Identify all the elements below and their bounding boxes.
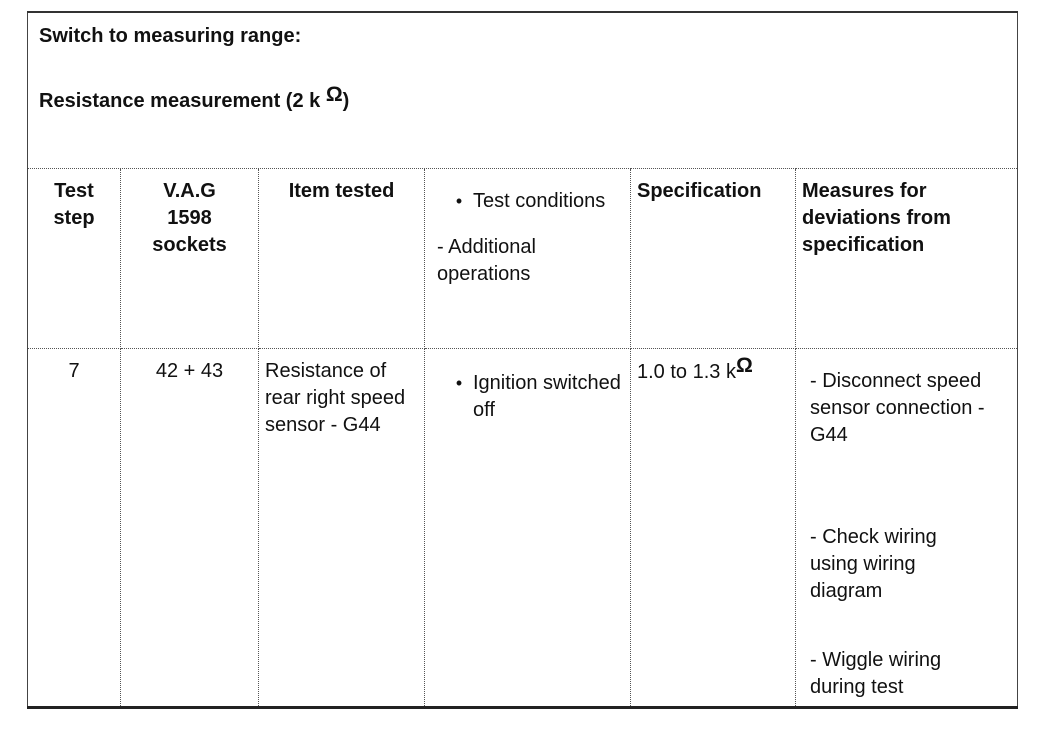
cell-item-tested — [259, 349, 425, 708]
header-switch-range: Switch to measuring range: — [39, 25, 302, 47]
header-resistance-prefix: Resistance measurement (2 k — [39, 90, 326, 112]
cell-condition — [425, 349, 631, 708]
measure-disconnect-sensor: - Disconnect speed sensor connection - G44 — [810, 370, 985, 446]
col-header-item-tested — [259, 169, 425, 349]
col-header-test-conditions — [425, 169, 631, 349]
measure-check-wiring: - Check wiring using wiring diagram — [810, 526, 937, 602]
measuring-range-header — [28, 12, 1018, 169]
ohm-symbol: Ω — [735, 354, 753, 377]
cell-spec-text: 1.0 to 1.3 k — [637, 361, 736, 383]
col-header-test-step — [28, 169, 121, 349]
col-header-vag-sockets-label: V.A.G 1598 sockets — [152, 180, 227, 256]
table-row — [28, 349, 1018, 708]
bullet-icon: • — [455, 191, 463, 211]
ohm-symbol: Ω — [325, 83, 343, 106]
cell-specification — [631, 349, 796, 708]
col-header-specification-label: Specification — [637, 180, 762, 202]
header-resistance-measurement — [39, 83, 1017, 115]
test-table — [27, 11, 1018, 709]
cell-condition-text: Ignition switched off — [473, 372, 621, 421]
cell-item-tested-text: Resistance of rear right speed sensor - G44 — [265, 360, 406, 436]
cell-test-step: 7 — [28, 349, 121, 708]
col-header-conditions-label: Test conditions — [473, 190, 606, 212]
col-header-measures-label: Measures for deviations from specification — [802, 180, 951, 256]
col-header-test-step-label: Test step — [53, 180, 95, 229]
col-header-additional-operations: - Additional operations — [437, 236, 536, 285]
col-header-measures — [796, 169, 1018, 349]
col-header-specification — [631, 169, 796, 349]
cell-sockets: 42 + 43 — [121, 349, 259, 708]
bullet-icon: • — [455, 373, 463, 393]
conditions-bullet-line — [431, 188, 624, 215]
header-resistance-suffix: ) — [342, 90, 350, 112]
condition-bullet-line — [431, 370, 624, 424]
measure-wiggle-wiring: - Wiggle wiring during test — [810, 649, 942, 698]
col-header-item-tested-label: Item tested — [288, 180, 395, 202]
col-header-vag-sockets — [121, 169, 259, 349]
cell-measures — [796, 349, 1018, 708]
